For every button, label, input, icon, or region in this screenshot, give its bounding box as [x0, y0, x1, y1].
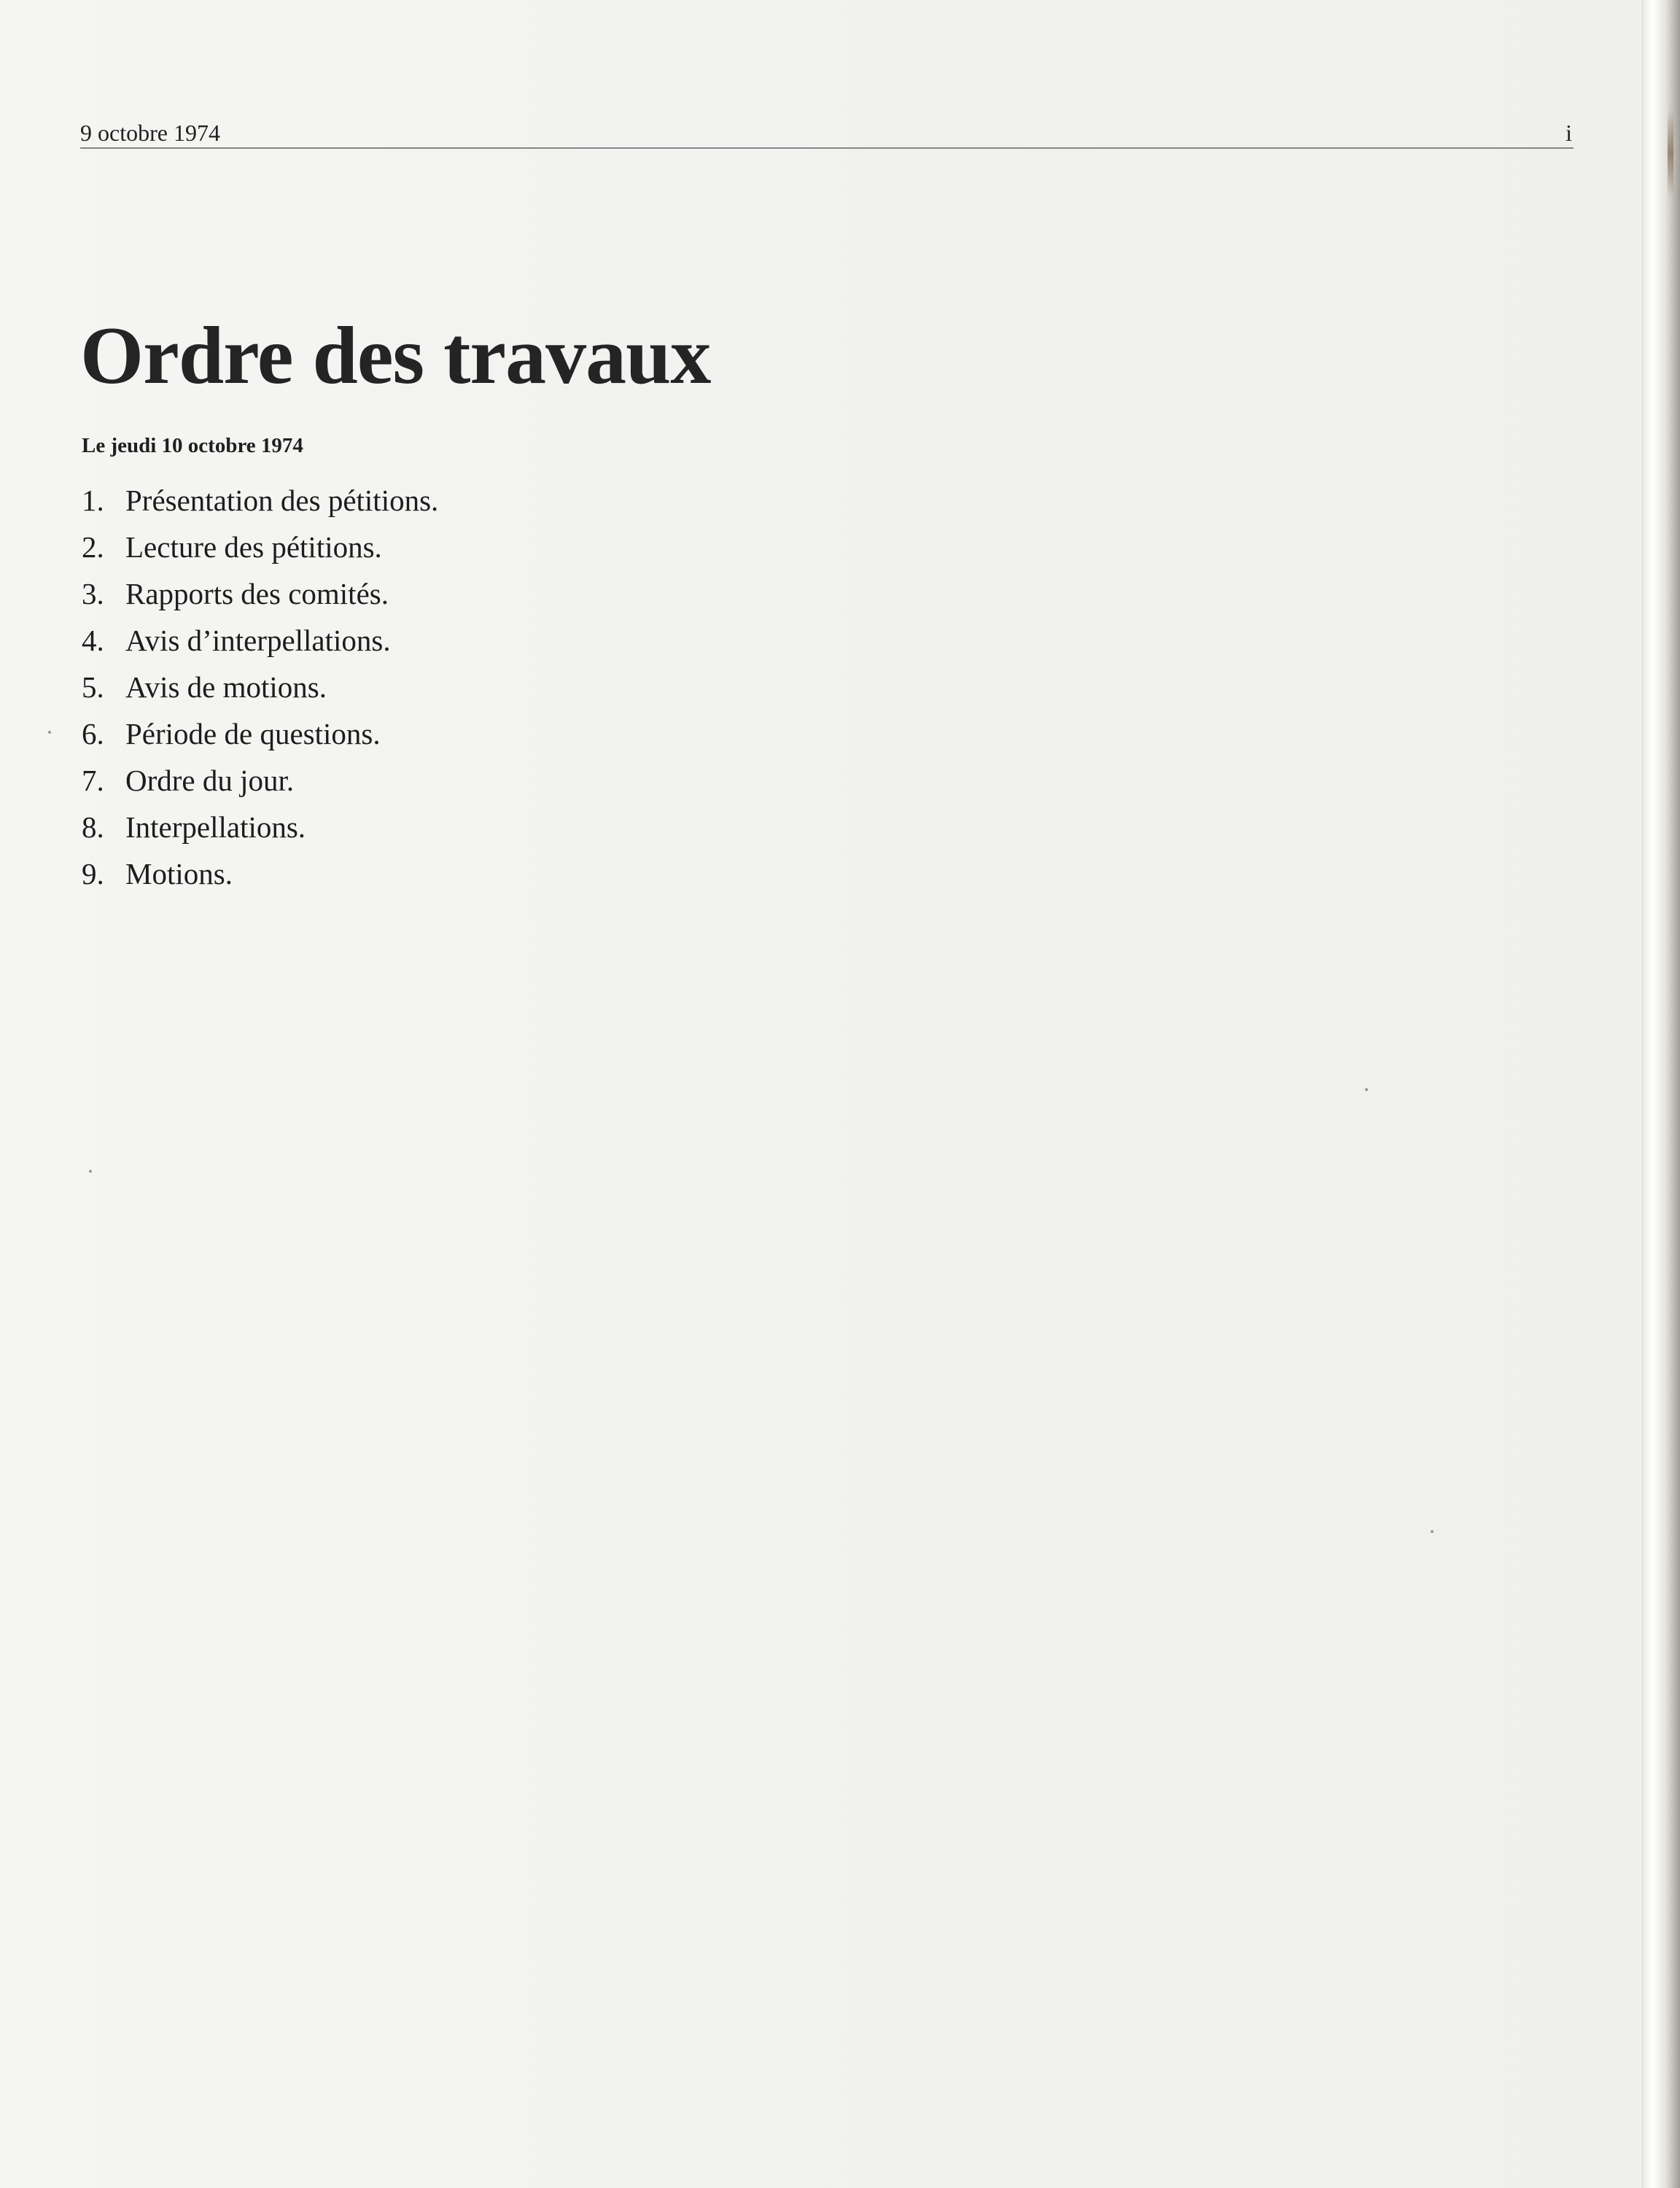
agenda-item-label: Ordre du jour. — [125, 764, 295, 797]
agenda-item-label: Interpellations. — [125, 810, 306, 844]
header-date: 9 octobre 1974 — [80, 120, 220, 146]
ink-speck — [1365, 1088, 1368, 1091]
header-rule — [80, 147, 1574, 149]
ink-speck — [1431, 1530, 1434, 1533]
agenda-item — [82, 850, 438, 897]
agenda-item-number: 7. — [82, 764, 104, 797]
page-edge — [1642, 0, 1680, 2188]
agenda-item-number: 4. — [82, 624, 104, 657]
agenda-item — [82, 617, 438, 664]
agenda-item-number: 1. — [82, 484, 104, 517]
agenda-item — [82, 757, 438, 804]
page-number: i — [1566, 120, 1572, 146]
agenda-item — [82, 524, 438, 570]
agenda-item — [82, 570, 438, 617]
agenda-item — [82, 664, 438, 710]
bleed-through-right — [868, 306, 1582, 353]
agenda-item-number: 6. — [82, 717, 104, 750]
agenda-item-label: Présentation des pétitions. — [125, 484, 439, 517]
agenda-item-label: Période de questions. — [125, 717, 381, 750]
bleed-through-left — [82, 408, 811, 422]
page-header — [80, 118, 1574, 150]
page-title: Ordre des travaux — [80, 311, 711, 401]
agenda-list — [82, 477, 438, 897]
agenda-item — [82, 804, 438, 850]
agenda-item — [82, 477, 438, 524]
agenda-item-label: Avis de motions. — [125, 670, 327, 704]
agenda-item-number: 3. — [82, 577, 104, 610]
agenda-date: Le jeudi 10 octobre 1974 — [82, 434, 303, 457]
ink-speck — [89, 1170, 92, 1173]
agenda-item-number: 5. — [82, 670, 104, 704]
agenda-item-number: 2. — [82, 530, 104, 564]
agenda-item-label: Lecture des pétitions. — [125, 530, 382, 564]
agenda-item-label: Motions. — [125, 857, 233, 891]
ink-speck — [48, 731, 51, 734]
agenda-item-label: Avis d’interpellations. — [125, 624, 391, 657]
agenda-item — [82, 710, 438, 757]
agenda-item-label: Rapports des comités. — [125, 577, 389, 610]
agenda-item-number: 8. — [82, 810, 104, 844]
agenda-item-number: 9. — [82, 857, 104, 891]
